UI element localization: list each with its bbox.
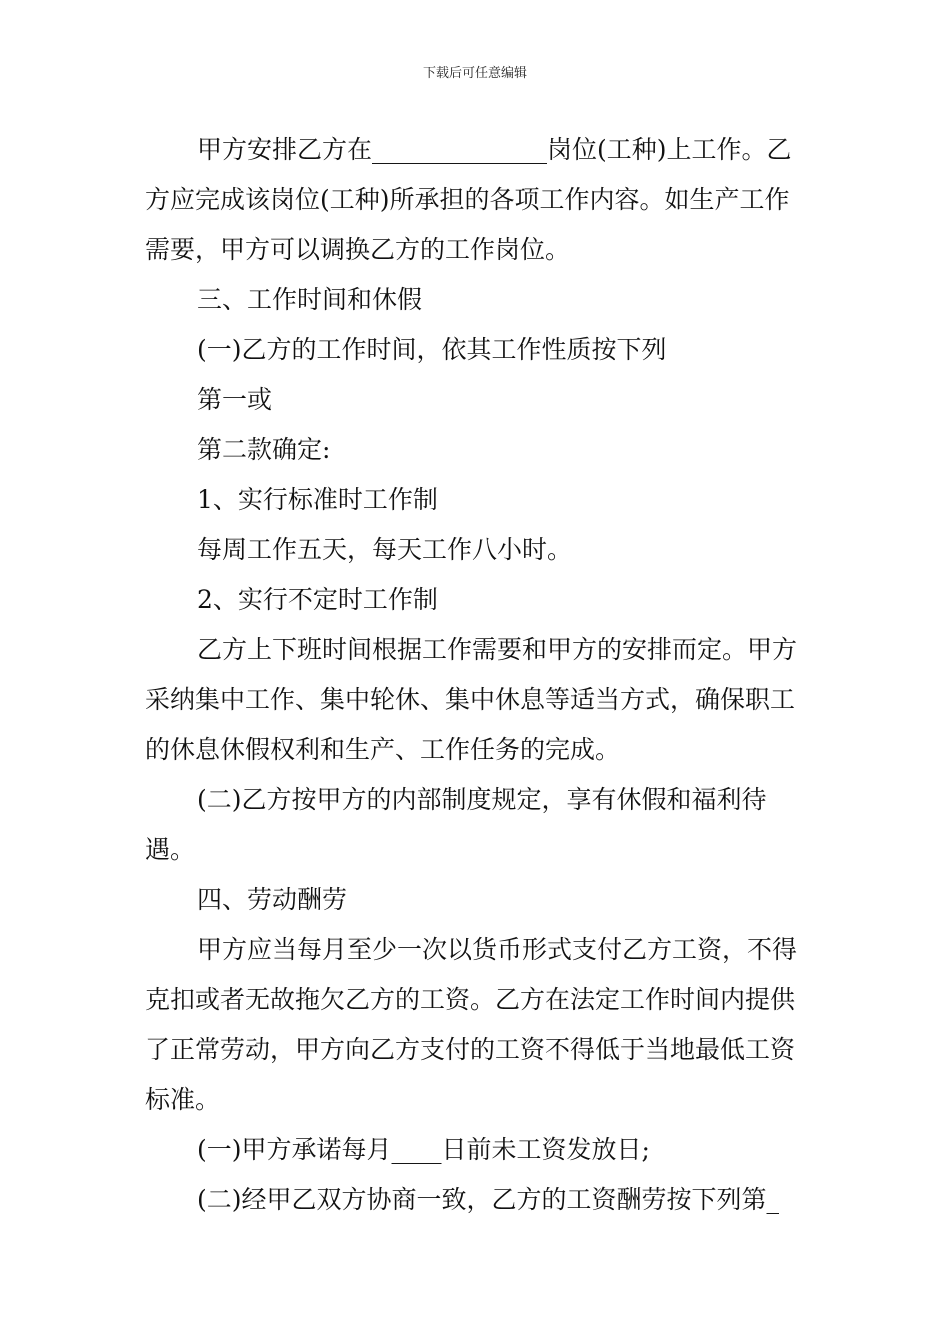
paragraph-work-time-intro: (一)乙方的工作时间，依其工作性质按下列	[197, 335, 667, 364]
paragraph-standard-hours-detail: 每周工作五天，每天工作八小时。	[197, 535, 573, 564]
section-heading-work-hours: 三、工作时间和休假	[197, 285, 423, 314]
paragraph-leave-benefits: (二)乙方按甲方的内部制度规定，享有休假和福利待遇。	[145, 785, 767, 864]
paragraph-flexible-hours-detail: 乙方上下班时间根据工作需要和甲方的安排而定。甲方采纳集中工作、集中轮休、集中休息等适当方式，确保职工的休息休假权利和生产、工作任务的完成。	[145, 635, 798, 764]
section-heading-remuneration: 四、劳动酬劳	[197, 885, 348, 914]
list-item-standard-hours: 1、实行标准时工作制	[197, 485, 438, 514]
paragraph-pay-day: (一)甲方承诺每月____日前未工资发放日;	[197, 1135, 650, 1164]
list-item-flexible-hours: 2、实行不定时工作制	[197, 585, 438, 614]
page-header: 下载后可任意编辑	[422, 66, 527, 81]
document-body	[145, 125, 810, 1225]
paragraph-pay-method: (二)经甲乙双方协商一致，乙方的工资酬劳按下列第_	[197, 1185, 780, 1214]
paragraph-option-second: 第二款确定:	[197, 435, 331, 464]
paragraph-job-assignment: 甲方安排乙方在______________岗位(工种)上工作。乙方应完成该岗位(工种)所承担的各项工作内容。如生产工作需要，甲方可以调换乙方的工作岗位。	[145, 135, 792, 264]
paragraph-option-first: 第一或	[197, 385, 273, 414]
paragraph-wage-payment: 甲方应当每月至少一次以货币形式支付乙方工资，不得克扣或者无故拖欠乙方的工资。乙方在法定工作时间内提供了正常劳动，甲方向乙方支付的工资不得低于当地最低工资标准。	[145, 935, 798, 1114]
